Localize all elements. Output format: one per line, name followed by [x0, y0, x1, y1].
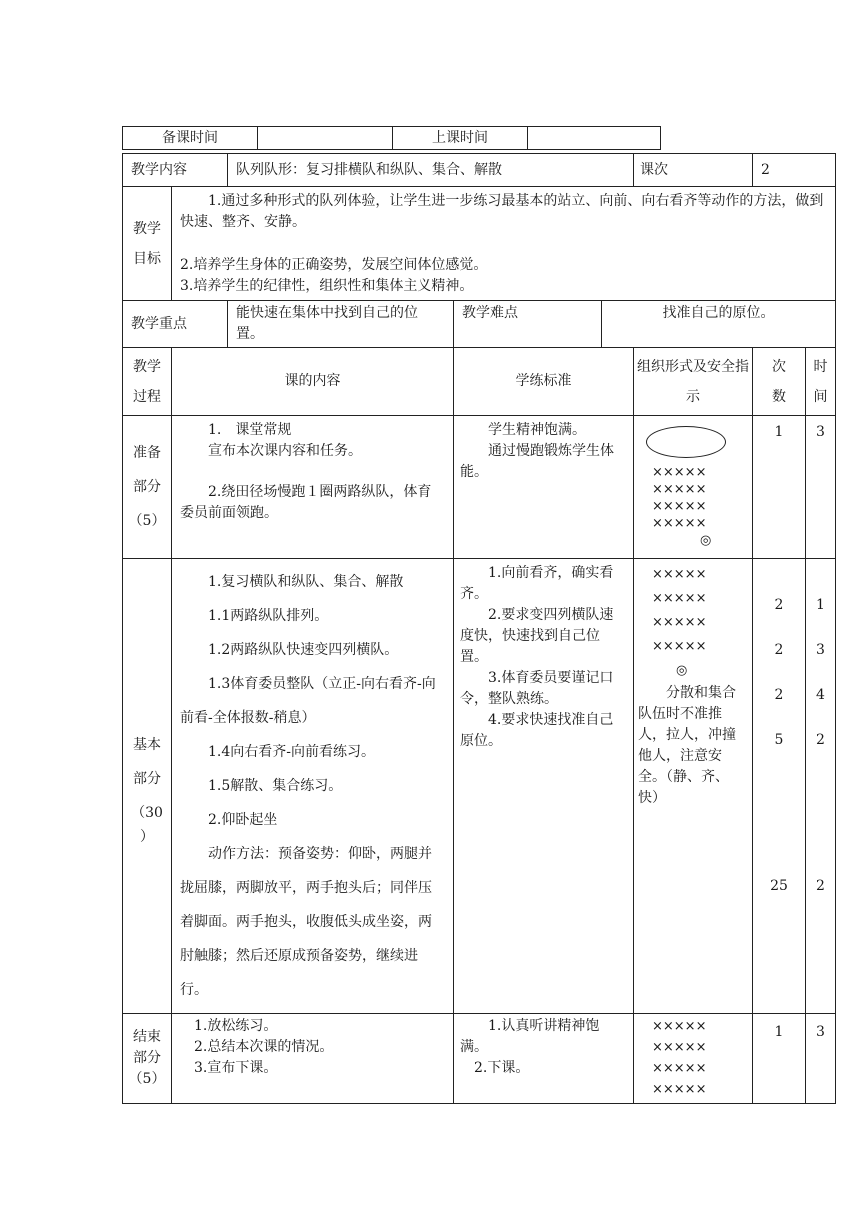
goals-list [172, 187, 836, 301]
prep-count: 1 [753, 416, 806, 559]
track-ellipse-icon [646, 426, 726, 458]
col-content: 课的内容 [172, 348, 454, 416]
formation-row: ××××× [652, 516, 707, 531]
end-organization [634, 1014, 753, 1104]
basic-counts: 2 2 2 5 25 [753, 559, 806, 1014]
basic-organization [634, 559, 753, 1014]
end-time: 3 [806, 1014, 836, 1104]
lesson-plan-table [122, 153, 836, 1104]
formation-row: ××××× [652, 615, 707, 630]
goal-item: 1.通过多种形式的队列体验，让学生进一步练习最基本的站立、向前、向右看齐等动作的方法，做到快速、整齐、安静。 [180, 193, 824, 230]
leader-icon: ◎ [676, 663, 688, 678]
class-time-value [528, 127, 661, 150]
prep-content: 1. 课堂常规 宣布本次课内容和任务。 2.绕田径场慢跑１圈两路纵队，体育委员前面领跑。 [172, 416, 454, 559]
end-standard: 1.认真听讲精神饱满。 2.下课。 [454, 1014, 634, 1104]
basic-standard: 1.向前看齐，确实看齐。 2.要求变四列横队速度快，快速找到自己位置。 3.体育委员要谨记口令，整队熟练。 4.要求快速找准自己原位。 [454, 559, 634, 1014]
safety-note: 分散和集合队伍时不准推人，拉人，冲撞他人，注意安全。（静、齐、快） [638, 685, 736, 806]
goal-item: 3.培养学生的纪律性，组织性和集体主义精神。 [180, 278, 474, 294]
formation-row: ××××× [652, 1040, 707, 1055]
formation-row: ××××× [652, 465, 707, 480]
difficulty-value: 找准自己的原位。 [602, 301, 836, 348]
prep-time: 3 [806, 416, 836, 559]
content-label: 教学内容 [123, 154, 228, 187]
goals-label: 教学 目标 [123, 187, 172, 301]
formation-row: ××××× [652, 1061, 707, 1076]
basic-stage-label: 基本 部分 （30 ） [123, 559, 172, 1014]
end-content: 1.放松练习。 2.总结本次课的情况。 3.宣布下课。 [172, 1014, 454, 1104]
formation-row: ××××× [652, 591, 707, 606]
col-standard: 学练标准 [454, 348, 634, 416]
session-label: 课次 [634, 154, 753, 187]
end-stage-label: 结束 部分 （5） [123, 1014, 172, 1104]
col-process: 教学 过程 [123, 348, 172, 416]
header-table [122, 126, 661, 150]
formation-row: ××××× [652, 567, 707, 582]
prep-standard: 学生精神饱满。 通过慢跑锻炼学生体能。 [454, 416, 634, 559]
end-count: 1 [753, 1014, 806, 1104]
col-organization: 组织形式及安全指 示 [634, 348, 753, 416]
formation-row: ××××× [652, 639, 707, 654]
key-point-value: 能快速在集体中找到自己的位置。 [228, 301, 454, 348]
session-value: 2 [753, 154, 836, 187]
formation-row: ××××× [652, 499, 707, 514]
prep-time-label: 备课时间 [123, 127, 258, 150]
leader-icon: ◎ [700, 533, 712, 548]
basic-times: 1 3 4 2 2 [806, 559, 836, 1014]
formation-row: ××××× [652, 1082, 707, 1097]
content-value: 队列队形：复习排横队和纵队、集合、解散 [228, 154, 634, 187]
class-time-label: 上课时间 [393, 127, 528, 150]
prep-organization [634, 416, 753, 559]
prep-time-value [258, 127, 393, 150]
col-count: 次 数 [753, 348, 806, 416]
prep-stage-label: 准备 部分 （5） [123, 416, 172, 559]
col-time: 时 间 [806, 348, 836, 416]
formation-row: ××××× [652, 1019, 707, 1034]
basic-content: 1.复习横队和纵队、集合、解散 1.1两路纵队排列。 1.2两路纵队快速变四列横队。 1.3体育委员整队（立正-向右看齐-向前看-全体报数-稍息） 1.4向右看齐-向前看练习。 1.5解散、集合练习。 2.仰卧起坐 动作方法：预备姿势：仰卧，两腿并拢屈膝，两脚放平，两手抱头后；同伴压着脚面。两手抱头，收腹低头成坐姿，两肘触膝；然后还原成预备姿势，继续进行。 [172, 559, 454, 1014]
formation-row: ××××× [652, 482, 707, 497]
key-point-label: 教学重点 [123, 301, 228, 348]
goal-item: 2.培养学生身体的正确姿势，发展空间体位感觉。 [180, 257, 488, 273]
difficulty-label: 教学难点 [454, 301, 602, 348]
